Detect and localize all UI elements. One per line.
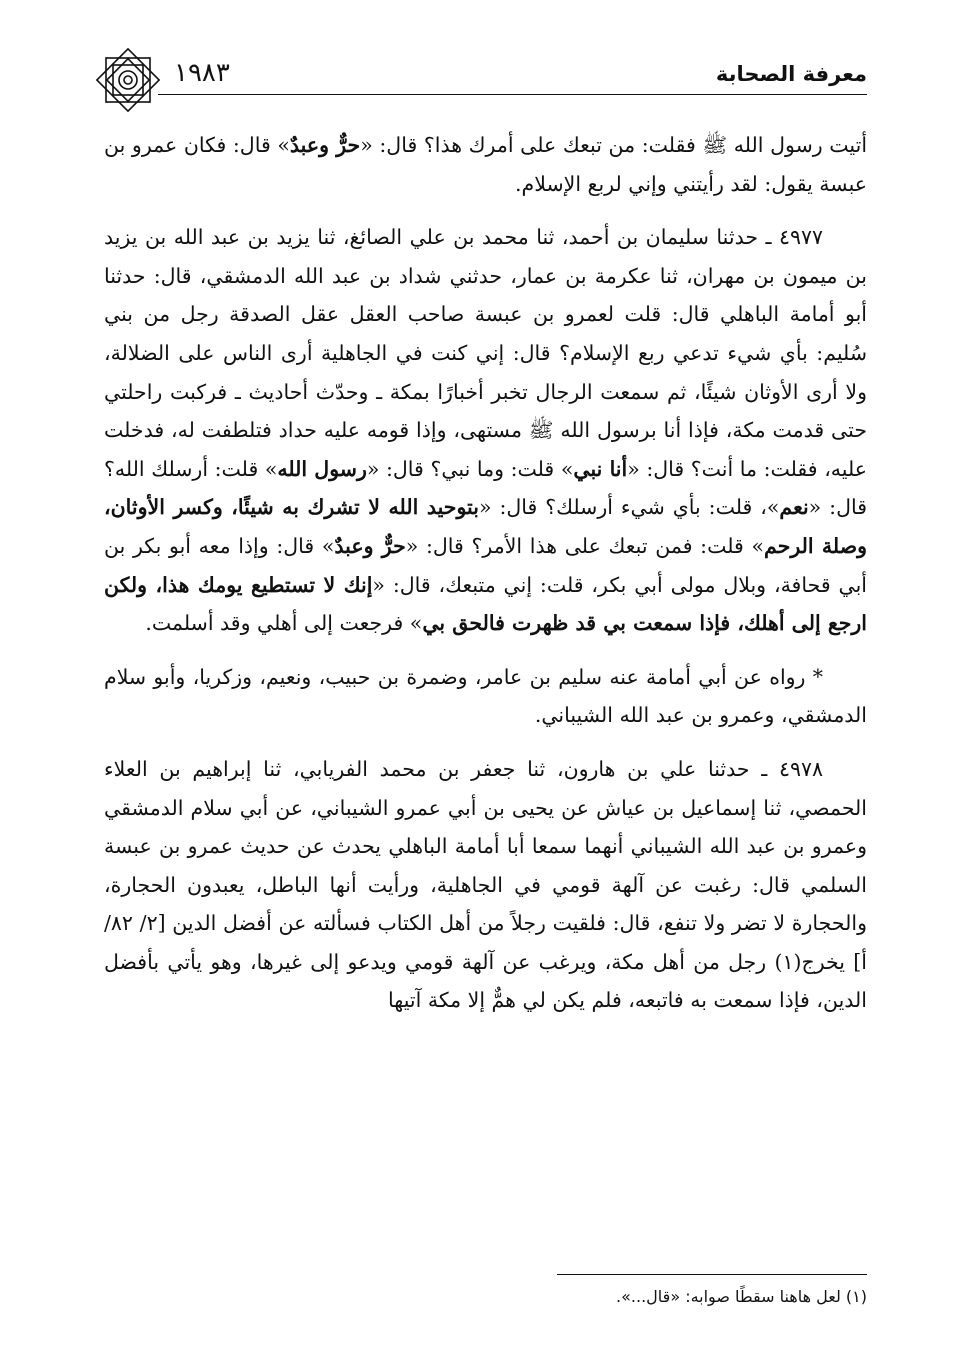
main-text <box>104 126 867 1035</box>
footnote: (١) لعل هاهنا سقطًا صوابه: «قال...». <box>616 1287 867 1306</box>
quoted-speech-bold: رسول الله <box>277 456 367 481</box>
footnote-rule <box>557 1274 867 1275</box>
page-number: ١٩٨٣ <box>174 58 230 88</box>
paragraph-1 <box>104 126 867 203</box>
text-segment: » قال: فكان عمرو بن عبسة يقول: لقد رأيتني وإني لربع الإسلام. <box>104 133 867 196</box>
quoted-speech-bold: حرٌّ وعبدٌ <box>289 133 361 157</box>
text-segment: » قلت: فمن تبعك على هذا الأمر؟ قال: « <box>405 533 765 558</box>
page-header <box>98 56 867 96</box>
text-segment: » قال: وإذا معه أبو بكر بن أبي قحافة، وبلال مولى أبي بكر، قلت: إني متبعك، قال: « <box>104 533 867 597</box>
text-segment: أتيت رسول الله ﷺ فقلت: من تبعك على أمرك هذا؟ قال: « <box>360 133 868 157</box>
quoted-speech-bold: بتوحيد الله لا تشرك به شيئًا، وكسر الأوثان، وصلة الرحم <box>104 495 868 558</box>
paragraph-hadith-4978 <box>104 750 867 1020</box>
quoted-speech-bold: إنك لا تستطيع يومك هذا، ولكن ارجع إلى أهلك، فإذا سمعت بي قد ظهرت فالحق بي <box>104 572 867 636</box>
text-segment: » قلت: وما نبي؟ قال: « <box>366 456 574 481</box>
octagram-ornament-icon <box>94 46 162 114</box>
text-segment: * رواه عن أبي أمامة عنه سليم بن عامر، وضمرة بن حبيب، ونعيم، وزكريا، وأبو سلام الدمشقي، وعمرو بن عبد الله الشيباني. <box>104 664 867 728</box>
text-segment: ٤٩٧٨ ـ حدثنا علي بن هارون، ثنا جعفر بن محمد الفريابي، ثنا إبراهيم بن العلاء الحمصي، ثنا إسماعيل بن عياش عن يحيى بن أبي عمرو الشيباني، عن أبي سلام الدمشقي وعمرو بن عبد الله الشيباني أنهما سمعا أبا أمامة الباهلي يحدث عن حديث عمرو بن عبسة السلمي قال: رغبت عن آلهة قومي في الجاهلية، ورأيت أنها الباطل، يعبدون الحجارة، والحجارة لا تضر ولا تنفع، قال: فلقيت رجلاً من أهل الكتاب فسألته عن أفضل الدين [٢/ ٨٢/ أ] يخرج(١) رجل من أهل مكة، ويرغب عن آلهة قومي ويدعو إلى غيرها، وهو يأتي بأفضل الدين، فإذا سمعت به فاتبعه، فلم يكن لي همٌّ إلا مكة آتيها <box>104 756 867 1013</box>
text-segment: ٤٩٧٧ ـ حدثنا سليمان بن أحمد، ثنا محمد بن علي الصائغ، ثنا يزيد بن عبد الله بن يزيد بن ميمون بن مهران، ثنا عكرمة بن عمار، حدثني شداد بن عبد الله الدمشقي، قال: حدثنا أبو أمامة الباهلي قال: قلت لعمرو بن عبسة صاحب العقل عقل الصدقة رجل من بني سُليم: بأي شيء تدعي ربع الإسلام؟ قال: إني كنت في الجاهلية أرى الناس على الضلالة، ولا أرى الأوثان شيئًا، ثم سمعت الرجال تخبر أخبارًا بمكة ـ وحدّث أحاديث ـ فركبت راحلتي حتى قدمت مكة، فإذا أنا برسول الله ﷺ مستهى، وإذا قومه عليه حداد فتلطفت له، فدخلت عليه، فقلت: ما أنت؟ قال: « <box>104 225 868 481</box>
book-title: معرفة الصحابة <box>715 62 867 86</box>
quoted-speech-bold: حرٌّ وعبدٌ <box>334 533 406 558</box>
paragraph-hadith-4977 <box>104 218 867 643</box>
quoted-speech-bold: أنا نبي <box>573 456 628 481</box>
text-segment: »، قلت: بأي شيء أرسلك؟ قال: « <box>478 495 780 520</box>
quoted-speech-bold: نعم <box>779 495 809 520</box>
text-segment: » فرجعت إلى أهلي وقد أسلمت. <box>145 611 423 636</box>
text-segment: » قلت: أرسلك الله؟ قال: « <box>104 456 868 520</box>
paragraph-narration-note <box>104 658 867 735</box>
header-rule <box>158 94 867 95</box>
